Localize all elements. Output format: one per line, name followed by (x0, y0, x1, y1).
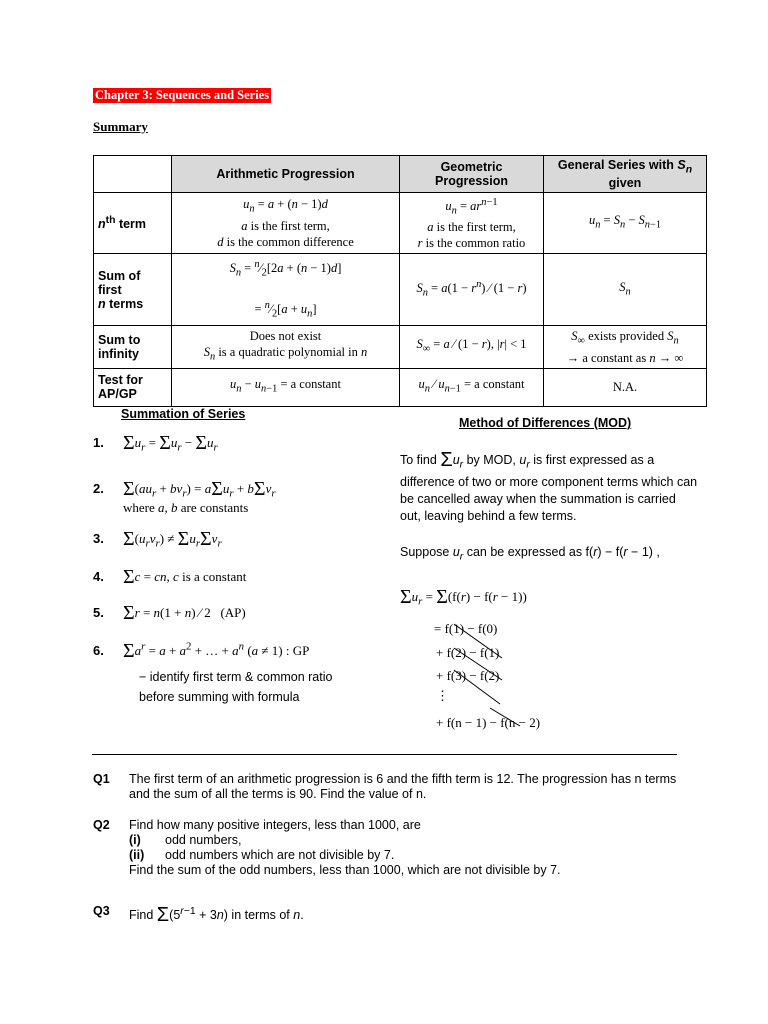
header-gp: Geometric Progression (400, 156, 544, 193)
summary-heading: Summary (93, 119, 148, 134)
mod-heading: Method of Differences (MOD) (459, 416, 632, 430)
chapter-title: Chapter 3: Sequences and Series (95, 88, 270, 102)
mod-line-3: + f(3) − f(2) (436, 668, 500, 683)
summation-item-2: 2. $\Sigma(au_r + bv_r) = a\Sigma u_r + b\Sigma v_r$ where a, b are constants (93, 478, 276, 515)
header-general: General Series with $S_n$ given (544, 156, 707, 193)
mod-line-1: = f(1) − f(0) (434, 621, 498, 636)
mod-paragraph-1: To find $\Sigma u_r$ by MOD, $u_r$ is first expressed as a difference of two or more component terms which can be cancelled away when the summation is carried out, leaving behind a few terms. (400, 449, 698, 523)
summation-item-4: 4. Σc = cn, c is a constant (93, 566, 247, 588)
question-text: Find $\Sigma(5^{r-1} + 3n)$ in terms of n. (129, 904, 304, 927)
cancellation-lines (440, 618, 550, 733)
ap-nth-term: $u_n = a + (n - 1)d$ a is the first term, d is the common difference (172, 192, 400, 254)
summation-item-5: 5. Σr = n(1 + n) ⁄ 2 (AP) (93, 602, 246, 624)
summation-item-1: 1. $\Sigma u_r = \Sigma u_r - \Sigma u_r$ (93, 432, 218, 454)
table-row (94, 326, 707, 369)
divider (92, 754, 677, 755)
row-label-nth-term: $n^{th}$ term (94, 192, 172, 254)
table-corner (94, 156, 172, 193)
header-ap: Arithmetic Progression (172, 156, 400, 193)
row-label-test: Test for AP/GP (94, 368, 172, 406)
ap-test: $u_n - u_{n-1} = a$ constant (172, 368, 400, 406)
general-infinity: $S_\infty$ exists provided $S_n$ → a constant as n → ∞ (544, 326, 707, 369)
gp-nth-term: $u_n = ar^{n-1}$ a is the first term, r is the common ratio (400, 192, 544, 254)
question-text: The first term of an arithmetic progression is 6 and the fifth term is 12. The progression has n terms and the sum of all the terms is 90. Find the value of n. (129, 772, 677, 801)
question-id: Q3 (93, 904, 110, 918)
ap-infinity: Does not exist $S_n$ is a quadratic polynomial in n (172, 326, 400, 369)
mod-paragraph-2: Suppose $u_r$ can be expressed as f(r) − f(r − 1) , (400, 545, 660, 563)
row-label-sum: Sum of first n terms (94, 254, 172, 326)
summation-item-6: 6. $\Sigma a^r = a + a^2$ + … + $a^n$ (a ≠ 1) : GP − identify first term & common ratio before summing with formula (93, 640, 333, 704)
question-part: (i) odd numbers, (129, 833, 242, 847)
question-text: Find how many positive integers, less than 1000, are (129, 818, 421, 832)
general-nth-term: $u_n = S_n - S_{n-1}$ (544, 192, 707, 254)
gp-sum: $S_n = a(1 - r^n)$ ⁄ (1 − r) (400, 254, 544, 326)
summation-heading: Summation of Series (121, 407, 246, 421)
summation-item-3: 3. $\Sigma(u_rv_r) \ne \Sigma u_r\Sigma v_r$ (93, 528, 222, 550)
table-row (94, 192, 707, 254)
summary-table (93, 155, 707, 407)
question-part: (ii) odd numbers which are not divisible by 7. (129, 848, 395, 862)
mod-sum-line: $\Sigma u_r = \Sigma(f(r) - f(r - 1))$ (400, 586, 527, 608)
table-row (94, 254, 707, 326)
row-label-infinity: Sum to infinity (94, 326, 172, 369)
question-1 (93, 772, 693, 802)
question-id: Q1 (93, 772, 110, 786)
question-3 (93, 904, 693, 927)
gp-test: $u_n$ ⁄ $u_{n-1} = a$ constant (400, 368, 544, 406)
mod-line-2: + f(2) − f(1) (436, 645, 500, 660)
question-tail: Find the sum of the odd numbers, less than 1000, which are not divisible by 7. (129, 863, 561, 877)
question-id: Q2 (93, 818, 110, 832)
mod-line-4: ⋮ (436, 688, 449, 703)
mod-line-5: + f(n − 1) − f(n − 2) (436, 715, 541, 730)
ap-sum: $S_n$ = $^n⁄_2[2a + (n - 1)d]$ = $^n⁄_2[a + u_n]$ (172, 254, 400, 326)
question-2 (93, 818, 693, 878)
general-sum: $S_n$ (544, 254, 707, 326)
table-row (94, 368, 707, 406)
general-test: N.A. (544, 368, 707, 406)
gp-infinity: $S_\infty = a$ ⁄ (1 − r), |r| < 1 (400, 326, 544, 369)
